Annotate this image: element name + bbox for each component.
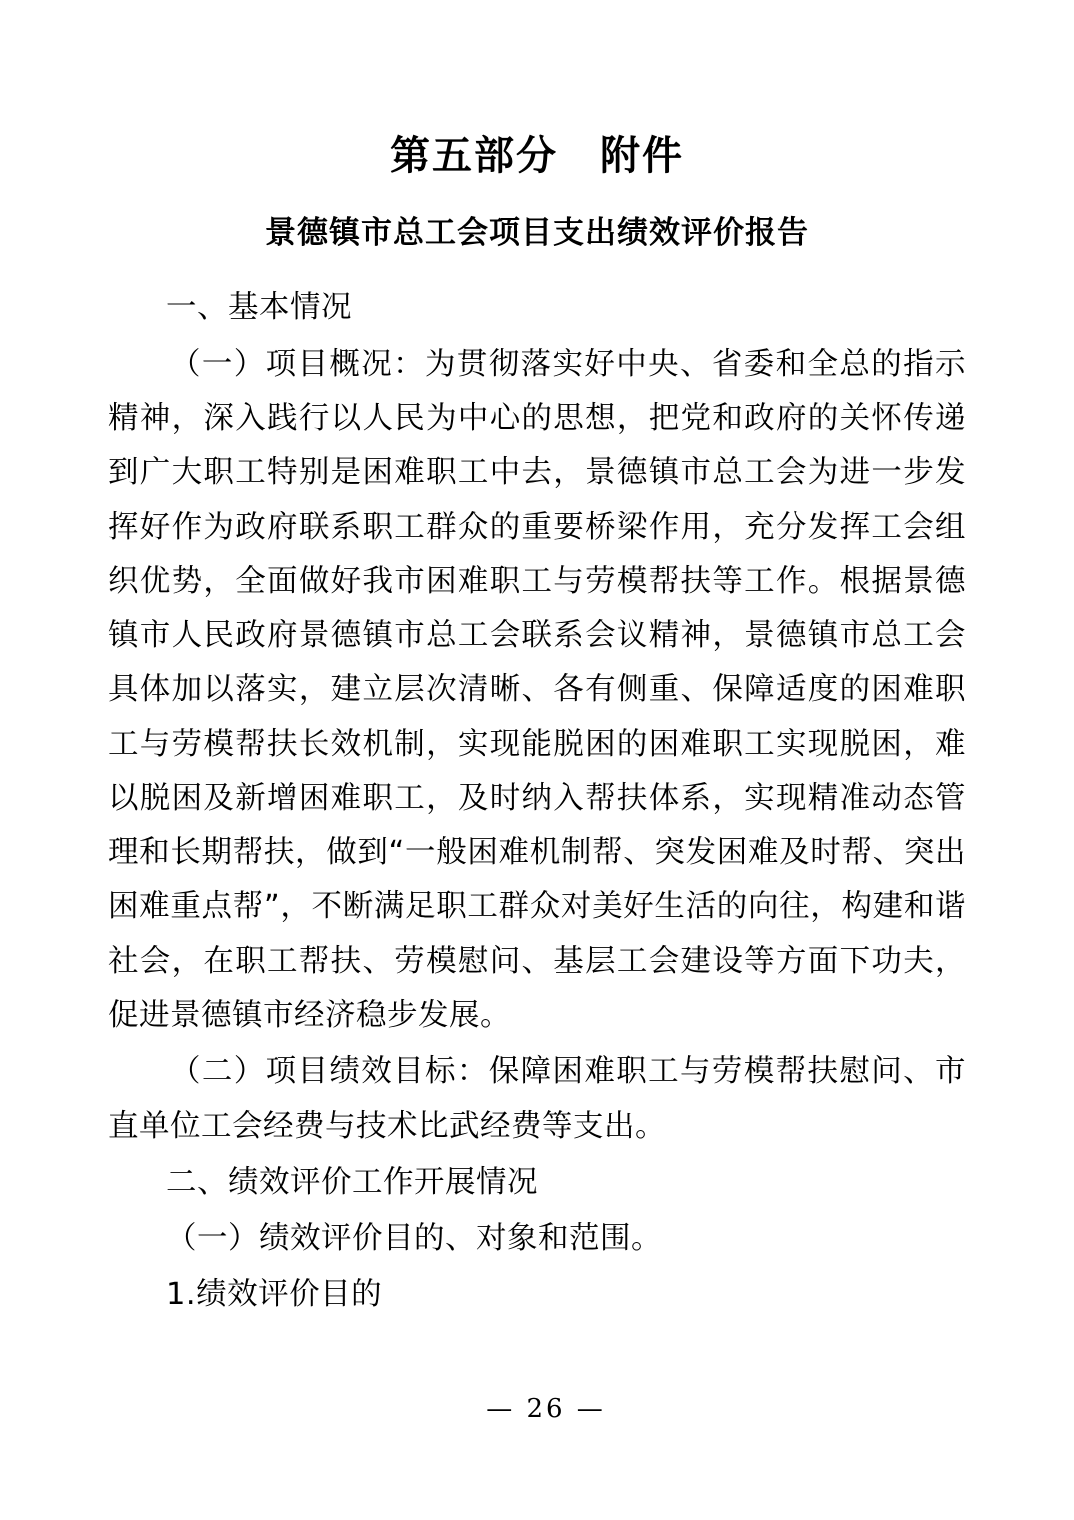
paragraph-evaluation-purpose: 1.绩效评价目的 xyxy=(166,1277,383,1313)
paragraph-evaluation-scope: （一）绩效评价目的、对象和范围。 xyxy=(166,1221,662,1257)
section-heading-basic-info: 一、基本情况 xyxy=(166,290,352,326)
paragraph-performance-goal: （二）项目绩效目标：保障困难职工与劳模帮扶慰问、市直单位工会经费与技术比武经费等支出。 xyxy=(108,1054,966,1144)
document-subtitle: 景德镇市总工会项目支出绩效评价报告 xyxy=(265,215,809,251)
page-title xyxy=(108,130,966,182)
page-title-part-two: 附件 xyxy=(600,133,684,179)
paragraph-project-overview: （一）项目概况：为贯彻落实好中央、省委和全总的指示精神，深入践行以人民为中心的思想，把党和政府的关怀传递到广大职工特别是困难职工中去，景德镇市总工会为进一步发挥好作为政府联系职工群众的重要桥梁作用，充分发挥工会组织优势，全面做好我市困难职工与劳模帮扶等工作。根据景德镇市人民政府景德镇市总工会联系会议精神，景德镇市总工会具体加以落实，建立层次清晰、各有侧重、保障适度的困难职工与劳模帮扶长效机制，实现能脱困的困难职工实现脱困，难以脱困及新增困难职工，及时纳入帮扶体系，实现精准动态管理和长期帮扶，做到“一般困难机制帮、突发困难及时帮、突出困难重点帮”，不断满足职工群众对美好生活的向往，构建和谐社会，在职工帮扶、劳模慰问、基层工会建设等方面下功夫，促进景德镇市经济稳步发展。 xyxy=(108,346,966,1034)
section-heading-evaluation-work: 二、绩效评价工作开展情况 xyxy=(166,1164,538,1200)
page-number: — 26 — xyxy=(486,1394,606,1424)
page-title-part-one: 第五部分 xyxy=(390,133,558,179)
